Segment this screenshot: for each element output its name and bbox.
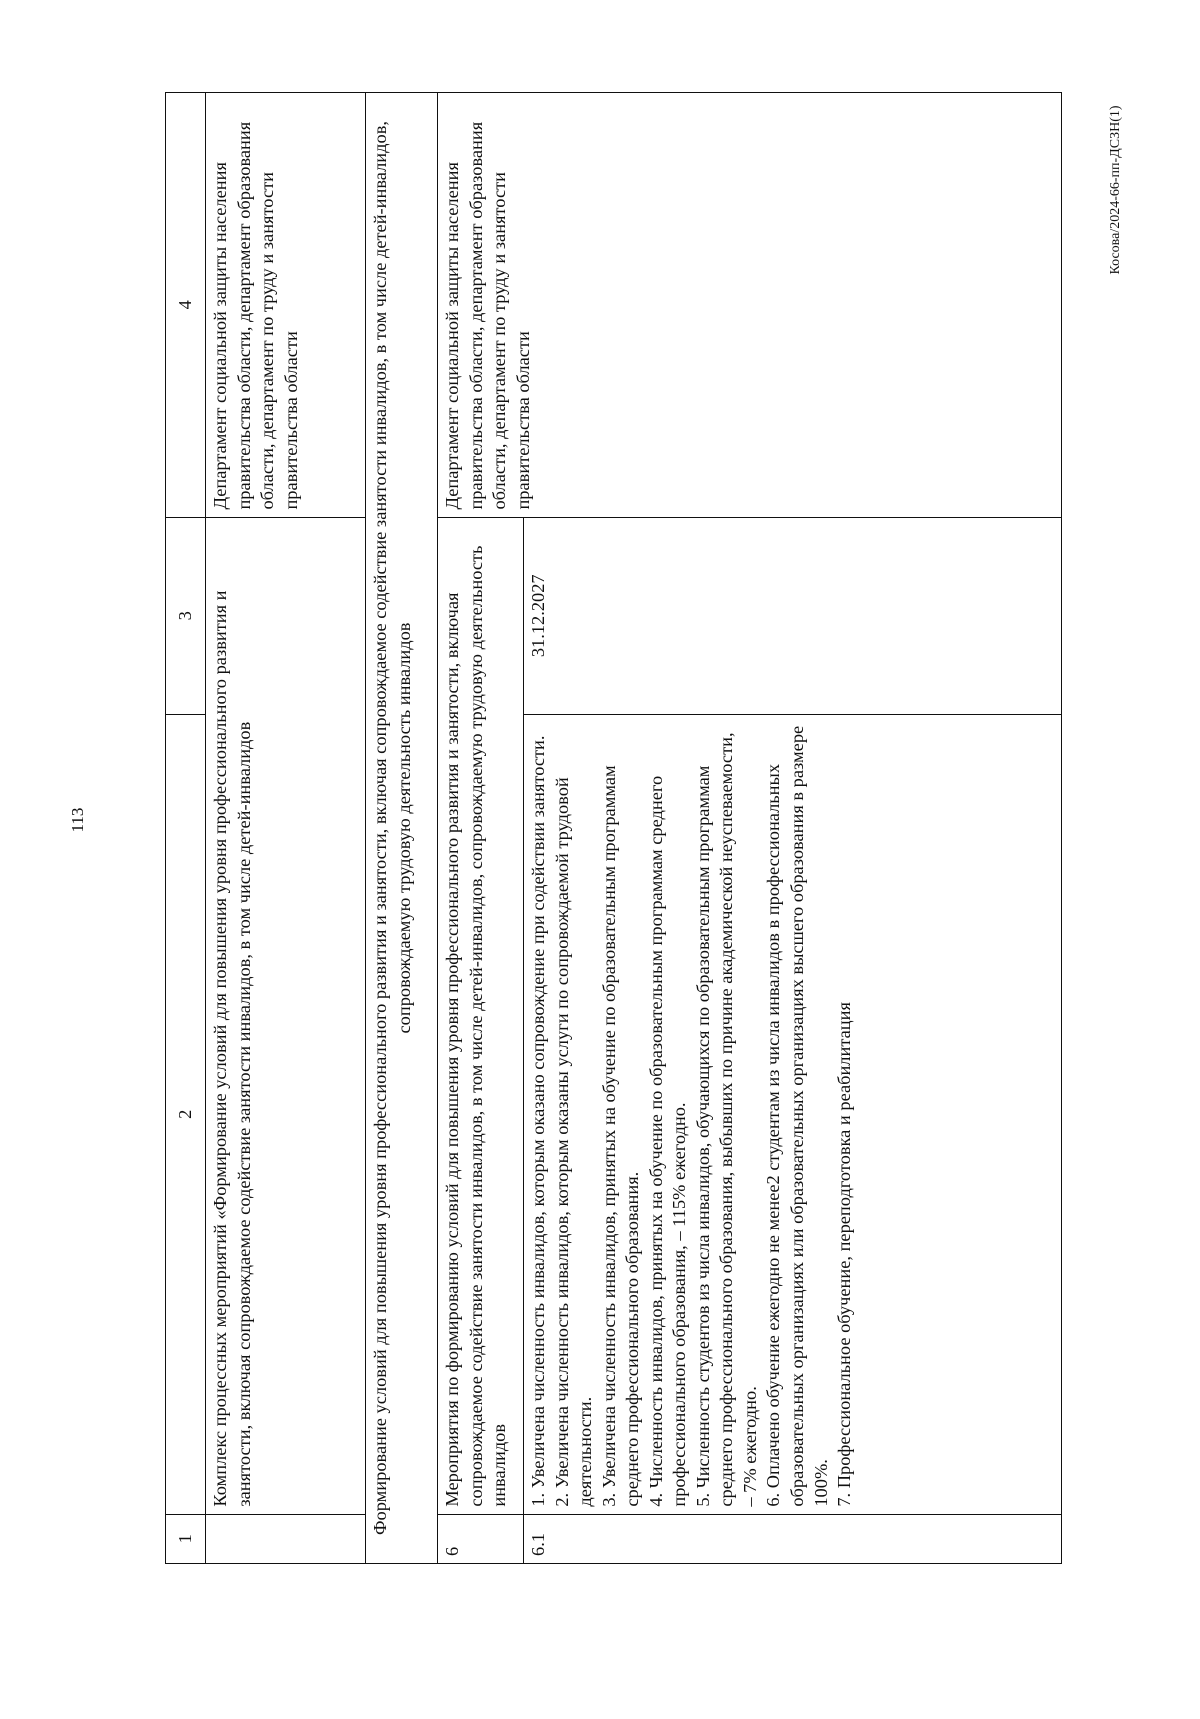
- row-6-1-number: 6.1: [524, 1514, 1062, 1563]
- result-item-2: 2. Увеличена численность инвалидов, которым оказаны услуги по сопровождаемой трудовой деятельности.: [551, 777, 596, 1507]
- row-6-responsible: Департамент социальной защиты населения правительства области, департамент образования области, департамент по труду и занятости правительства области: [438, 93, 1062, 518]
- result-item-7: 7. Профессиональное обучение, переподготовка и реабилитация: [834, 1002, 855, 1507]
- result-item-3: 3. Увеличена численность инвалидов, принятых на обучение по образовательным программам среднего профессионального образования.: [598, 765, 643, 1507]
- document-code: Косова/2024-66-пп-ДСЗН(1): [1108, 105, 1123, 275]
- row-6-1-deadline: 31.12.2027: [524, 517, 1062, 714]
- result-item-4: 4. Численность инвалидов, принятых на обучение по образовательным программам среднего профессионального образования, – 115% ежегодно.: [645, 775, 690, 1507]
- result-item-5: 5. Численность студентов из числа инвалидов, обучающихся по образовательным программам среднего профессионального образования, выбывших по причине академической неуспеваемости, – 7% ежегодно.: [692, 732, 760, 1507]
- column-header-4: 4: [166, 93, 206, 518]
- column-header-3: 3: [166, 517, 206, 714]
- row-6: [438, 93, 524, 1564]
- page-number: 113: [68, 807, 87, 833]
- row-6-title: Мероприятия по формированию условий для повышения уровня профессионального развития и занятости, включая сопровождаемое содействие занятости инвалидов, в том числе детей-инвалидов, сопровождаемую трудовую деятельность инвалидов: [438, 517, 524, 1514]
- result-item-6: 6. Оплачено обучение ежегодно не менее2 студентам из числа инвалидов в профессиональных образовательных организациях или образовательных организациях высшего образования в размере 100%.: [763, 725, 831, 1507]
- column-header-2: 2: [166, 714, 206, 1514]
- column-header-1: 1: [166, 1514, 206, 1563]
- section-heading: Формирование условий для повышения уровня профессионального развития и занятости, включая сопровождаемое содействие занятости инвалидов, в том числе детей-инвалидов, сопровождаемую трудовую деятельность инвалидов: [366, 93, 438, 1564]
- measures-table: [165, 92, 1062, 1564]
- complex-row: [206, 93, 366, 1564]
- row-6-1-results: [524, 714, 1062, 1514]
- rotated-page-content: [165, 92, 1111, 1564]
- result-item-1: 1. Увеличена численность инвалидов, которым оказано сопровождение при содействии занятости.: [528, 735, 548, 1507]
- complex-row-number: [206, 1514, 366, 1563]
- complex-row-title: Комплекс процессных мероприятий «Формирование условий для повышения уровня профессионального развития и занятости, включая сопровождаемое содействие занятости инвалидов, в том числе детей-инвалидов: [206, 517, 366, 1514]
- header-row: [166, 93, 206, 1564]
- section-row: [366, 93, 438, 1564]
- row-6-number: 6: [438, 1514, 524, 1563]
- complex-row-responsible: Департамент социальной защиты населения правительства области, департамент образования области, департамент по труду и занятости правительства области: [206, 93, 366, 518]
